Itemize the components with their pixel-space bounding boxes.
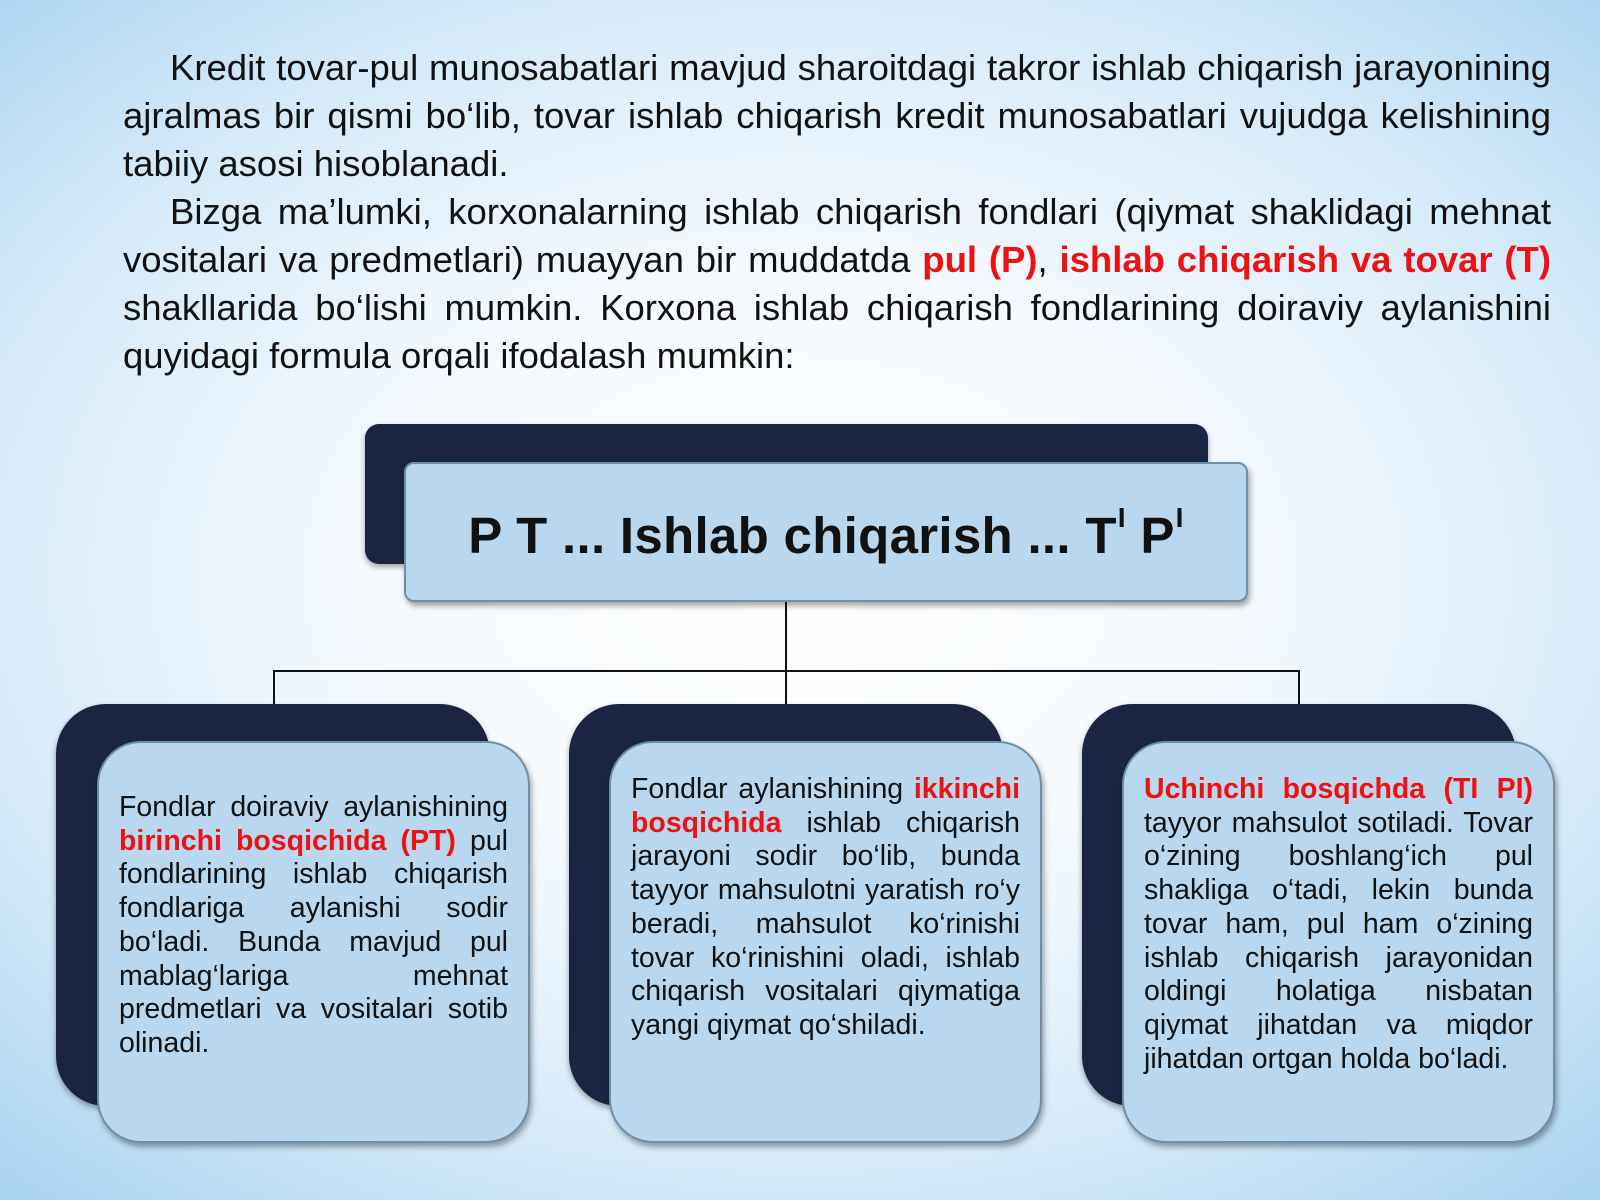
stage-1-post: pul fondlarining ishlab chiqarish fondlariga aylanishi sodir bo‘ladi. Bunda mavjud pul mablag‘lariga mehnat predmetlari va vositalari sotib olinadi. — [119, 824, 509, 1059]
intro-p2-comma: , — [1037, 239, 1060, 280]
stage-1-pre: Fondlar doiraviy aylanishining — [119, 791, 508, 823]
formula-title — [406, 502, 1246, 565]
intro-paragraph-1: Kredit tovar-pul munosabatlari mavjud sharoitdagi takror ishlab chiqarish jarayonining ajralmas bir qismi bo‘lib, tovar ishlab chiqarish kredit munosabatlari vujudga kelishining tabiiy asosi hisoblanadi. — [123, 47, 1551, 184]
stage-3-highlight: Uchinchi bosqichda (TI PI) — [1144, 773, 1533, 805]
stage-3-text — [1144, 773, 1533, 1076]
stage-3-box — [1122, 741, 1555, 1143]
intro-text — [123, 44, 1551, 380]
formula-prime-2: I — [1175, 502, 1184, 533]
formula-main: P T ... Ishlab chiqarish ... T — [468, 507, 1117, 564]
formula-p: P — [1125, 507, 1175, 564]
stage-2-post: ishlab chiqarish jarayoni sodir bo‘lib, bunda tayyor mahsulotni yaratish ro‘y beradi, mahsulot ko‘rinishi tovar ko‘rinishini oladi, ishlab chiqarish vositalari qiymatiga yangi qiymat qo‘shiladi. — [631, 806, 1020, 1041]
stage-3-post: tayyor mahsulot sotiladi. Tovar o‘zining boshlang‘ich pul shakliga o‘tadi, lekin bunda tovar ham, pul ham o‘zining ishlab chiqarish jarayonidan oldingi holatiga nisbatan qiymat jihatdan va miqdor jihatdan ortgan holda bo‘ladi. — [1144, 806, 1533, 1075]
stage-2-text — [631, 773, 1020, 1043]
intro-p2-end: shakllarida bo‘lishi mumkin. Korxona ishlab chiqarish fondlarining doiraviy aylanishini quyidagi formula orqali ifodalash mumkin: — [123, 287, 1551, 376]
stage-2-highlight: ikkinchi bosqichida — [631, 773, 1020, 839]
formula-box — [404, 462, 1248, 602]
highlight-ishlab-tovar: ishlab chiqarish va tovar (T) — [1059, 239, 1551, 280]
stage-1-box — [97, 741, 530, 1143]
formula-prime-1: I — [1117, 502, 1126, 533]
connector-vertical-top — [785, 602, 787, 672]
stage-1-highlight: birinchi bosqichida (PT) — [119, 824, 456, 857]
intro-p2-start: Bizga ma’lumki, korxonalarning ishlab chiqarish fondlari (qiymat shaklidagi mehnat vositalari va predmetlari) muayyan bir muddatda — [123, 191, 1551, 280]
stage-2-box — [609, 741, 1042, 1143]
highlight-pul: pul (P) — [922, 239, 1038, 280]
stage-2-pre: Fondlar aylanishining — [631, 773, 914, 805]
intro-paragraph-2 — [123, 188, 1551, 380]
stage-1-text — [119, 791, 508, 1061]
